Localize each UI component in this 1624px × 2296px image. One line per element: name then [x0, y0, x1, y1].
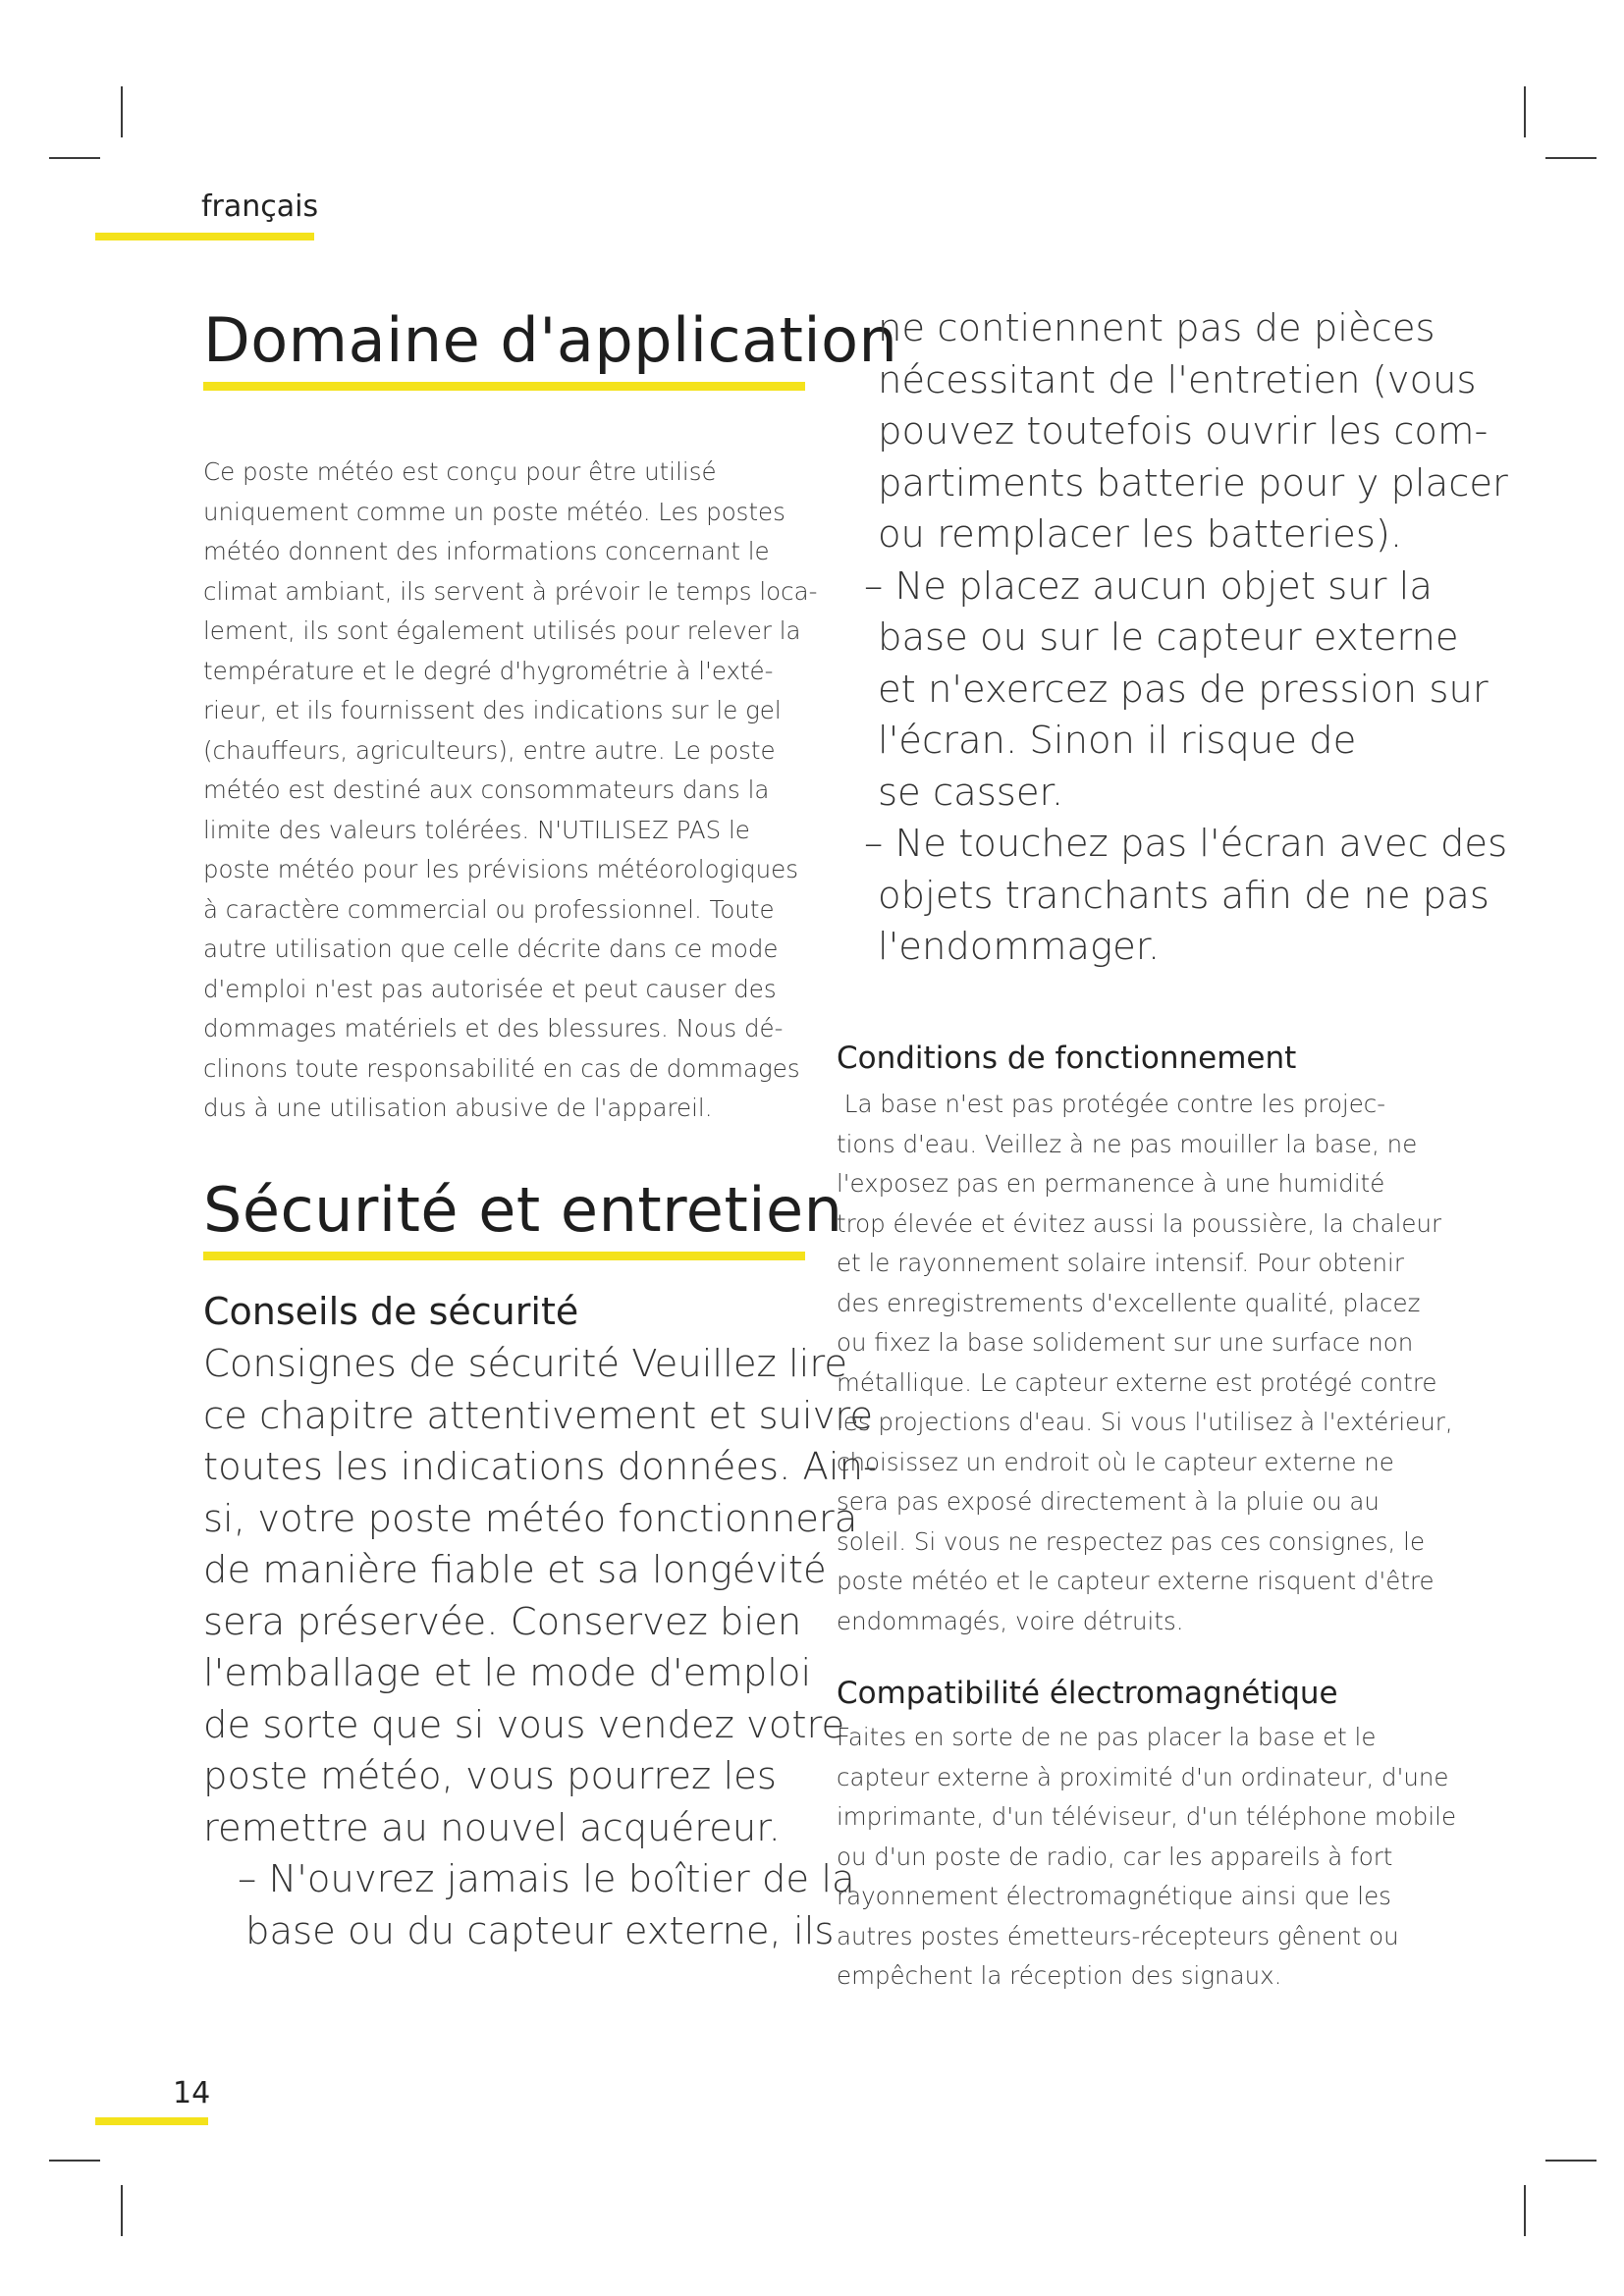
language-label: français	[201, 189, 319, 224]
page-number: 14	[173, 2076, 211, 2110]
compatibilite-paragraph: Faites en sorte de ne pas placer la base et le capteur externe à proximité d'un ordinateur, d'une imprimante, d'un téléviseur, d'un téléphone mobile ou d'un poste de radio, car les appareils à fort rayonnement électromagnétique ainsi que les autres postes émetteurs-récepteurs gênent ou empêchent la réception des signaux.	[837, 1723, 1457, 1990]
section-title-underline	[203, 382, 805, 391]
crop-mark-top-right-v	[1524, 86, 1526, 137]
domaine-paragraph: Ce poste météo est conçu pour être utilisé uniquement comme un poste météo. Les postes météo donnent des informations concernant le climat ambiant, ils servent à prévoir le temps loca- lement, ils sont également utilisés pour relever la température et le degré d'hygrométrie à l'exté- rieur, et ils fournissent des indications sur le gel (chauffeurs, agriculteurs), entre autre. Le poste météo est destiné aux consommateurs dans la limite des valeurs tolérées. N'UTILISEZ PAS le poste météo pour les prévisions météorologiques à caractère commercial ou professionnel. Toute autre utilisation que celle décrite dans ce mode d'emploi n'est pas autorisée et peut causer des dommages matériels et des blessures. Nous dé- clinons toute responsabilité en cas de dommages dus à une utilisation abusive de l'appareil.	[203, 457, 818, 1122]
subsection-title-conditions: Conditions de fonctionnement	[837, 1041, 1297, 1076]
subsection-title-conseils: Conseils de sécurité	[203, 1290, 579, 1333]
crop-mark-bottom-right-v	[1524, 2185, 1526, 2236]
section-title-domaine: Domaine d'application	[203, 304, 898, 376]
crop-mark-top-right-h	[1545, 157, 1597, 159]
crop-mark-bottom-right-h	[1545, 2160, 1597, 2162]
crop-mark-top-left-h	[49, 157, 100, 159]
conditions-paragraph: La base n'est pas protégée contre les projec- tions d'eau. Veillez à ne pas mouiller la base, ne l'exposez pas en permanence à une humidité trop élevée et évitez aussi la poussière, la chaleur et le rayonnement solaire intensif. Pour obtenir des enregistrements d'excellente qualité, placez ou fixez la base solidement sur une surface non métallique. Le capteur externe est protégé contre les projections d'eau. Si vous l'utilisez à l'extérieur, choisissez un endroit où le capteur externe ne sera pas exposé directement à la pluie ou au soleil. Si vous ne respectez pas ces consignes, le poste météo et le capteur externe risquent d'être endommagés, voire détruits.	[837, 1090, 1453, 1635]
subsection-title-compatibilite: Compatibilité électromagnétique	[837, 1676, 1338, 1711]
crop-mark-bottom-left-h	[49, 2160, 100, 2162]
section-title-securite: Sécurité et entretien	[203, 1174, 843, 1246]
page-number-underline	[95, 2117, 208, 2125]
crop-mark-top-left-v	[121, 86, 123, 137]
securite-bullet-list: – N'ouvrez jamais le boîtier de la base ou du capteur externe, ils	[238, 1857, 855, 1953]
crop-mark-bottom-left-v	[121, 2185, 123, 2236]
continued-safety-text: ne contiennent pas de pièces nécessitant de l'entretien (vous pouvez toutefois ouvrir les com- partiments batterie pour y placer ou remplacer les batteries). – Ne placez aucun objet sur la base ou sur le capteur externe et n'exercez pas de pression sur l'écran. Sinon il risque de se casser. – Ne touchez pas l'écran avec des objets tranchants afin de ne pas l'endommager.	[864, 306, 1508, 969]
language-underline	[95, 233, 314, 240]
section-title-underline	[203, 1252, 805, 1260]
securite-paragraph: Consignes de sécurité Veuillez lire ce chapitre attentivement et suivre toutes les indications données. Ain- si, votre poste météo fonctionnera de manière fiable et sa longévité sera préservée. Conservez bien l'emballage et le mode d'emploi de sorte que si vous vendez votre poste météo, vous pourrez les remettre au nouvel acquéreur.	[203, 1342, 877, 1850]
